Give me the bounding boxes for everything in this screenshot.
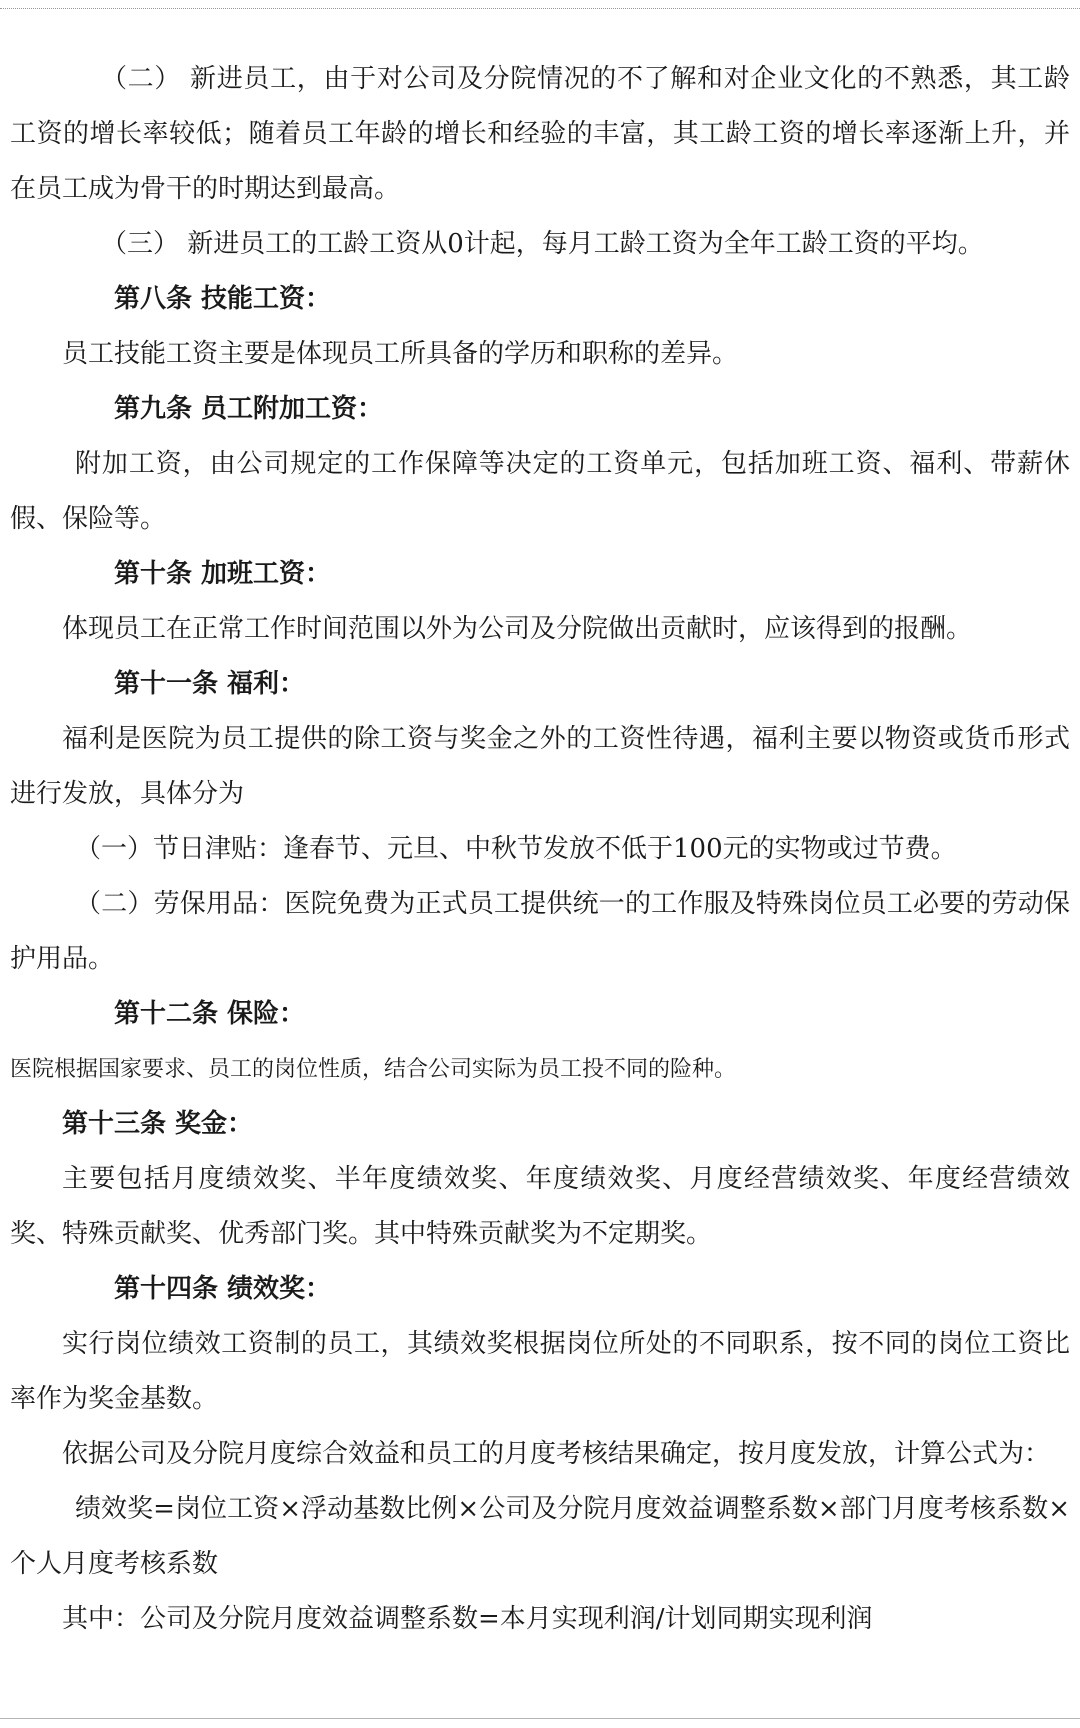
article-10-heading: 第十条 加班工资： (114, 559, 332, 589)
article-14-formula: 绩效奖=岗位工资×浮动基数比例×公司及分院月度效益调整系数×部门月度考核系数×个人月度考核系数 (10, 1494, 1070, 1579)
article-11-heading: 第十一条 福利： (114, 669, 306, 699)
article-11-item-2: （二）劳保用品：医院免费为正式员工提供统一的工作服及特殊岗位员工必要的劳动保护用品。 (10, 889, 1070, 974)
header-rule (0, 8, 1080, 9)
document-body (10, 52, 1070, 1647)
article-9-body: 附加工资，由公司规定的工作保障等决定的工资单元，包括加班工资、福利、带薪休假、保险等。 (10, 449, 1070, 534)
paragraph-new-employee-growth: （二） 新进员工，由于对公司及分院情况的不了解和对企业文化的不熟悉，其工龄工资的增长率较低；随着员工年龄的增长和经验的丰富，其工龄工资的增长率逐渐上升，并在员工成为骨干的时期达到最高。 (10, 64, 1070, 204)
article-14-heading: 第十四条 绩效奖： (114, 1274, 332, 1304)
article-10-body: 体现员工在正常工作时间范围以外为公司及分院做出贡献时，应该得到的报酬。 (62, 614, 973, 644)
article-13-body: 主要包括月度绩效奖、半年度绩效奖、年度绩效奖、月度经营绩效奖、年度经营绩效奖、特殊贡献奖、优秀部门奖。其中特殊贡献奖为不定期奖。 (10, 1164, 1070, 1249)
article-8-heading: 第八条 技能工资： (114, 284, 332, 314)
article-11-item-1: （一）节日津贴：逢春节、元旦、中秋节发放不低于100元的实物或过节费。 (75, 834, 957, 864)
article-13-heading: 第十三条 奖金： (62, 1109, 254, 1139)
article-14-basis: 依据公司及分院月度综合效益和员工的月度考核结果确定，按月度发放，计算公式为： (62, 1439, 1051, 1469)
article-11-body: 福利是医院为员工提供的除工资与奖金之外的工资性待遇，福利主要以物资或货币形式进行发放，具体分为 (10, 724, 1070, 809)
paragraph-new-employee-start: （三） 新进员工的工龄工资从0计起，每月工龄工资为全年工龄工资的平均。 (101, 229, 984, 259)
article-8-body: 员工技能工资主要是体现员工所具备的学历和职称的差异。 (62, 339, 739, 369)
article-12-body: 医院根据国家要求、员工的岗位性质，结合公司实际为员工投不同的险种。 (10, 1057, 737, 1082)
article-14-body: 实行岗位绩效工资制的员工，其绩效奖根据岗位所处的不同职系，按不同的岗位工资比率作为奖金基数。 (10, 1329, 1070, 1414)
article-9-heading: 第九条 员工附加工资： (114, 394, 384, 424)
article-14-formula-note: 其中：公司及分院月度效益调整系数=本月实现利润/计划同期实现利润 (62, 1604, 873, 1634)
footer-rule (0, 1718, 1080, 1719)
article-12-heading: 第十二条 保险： (114, 999, 306, 1029)
